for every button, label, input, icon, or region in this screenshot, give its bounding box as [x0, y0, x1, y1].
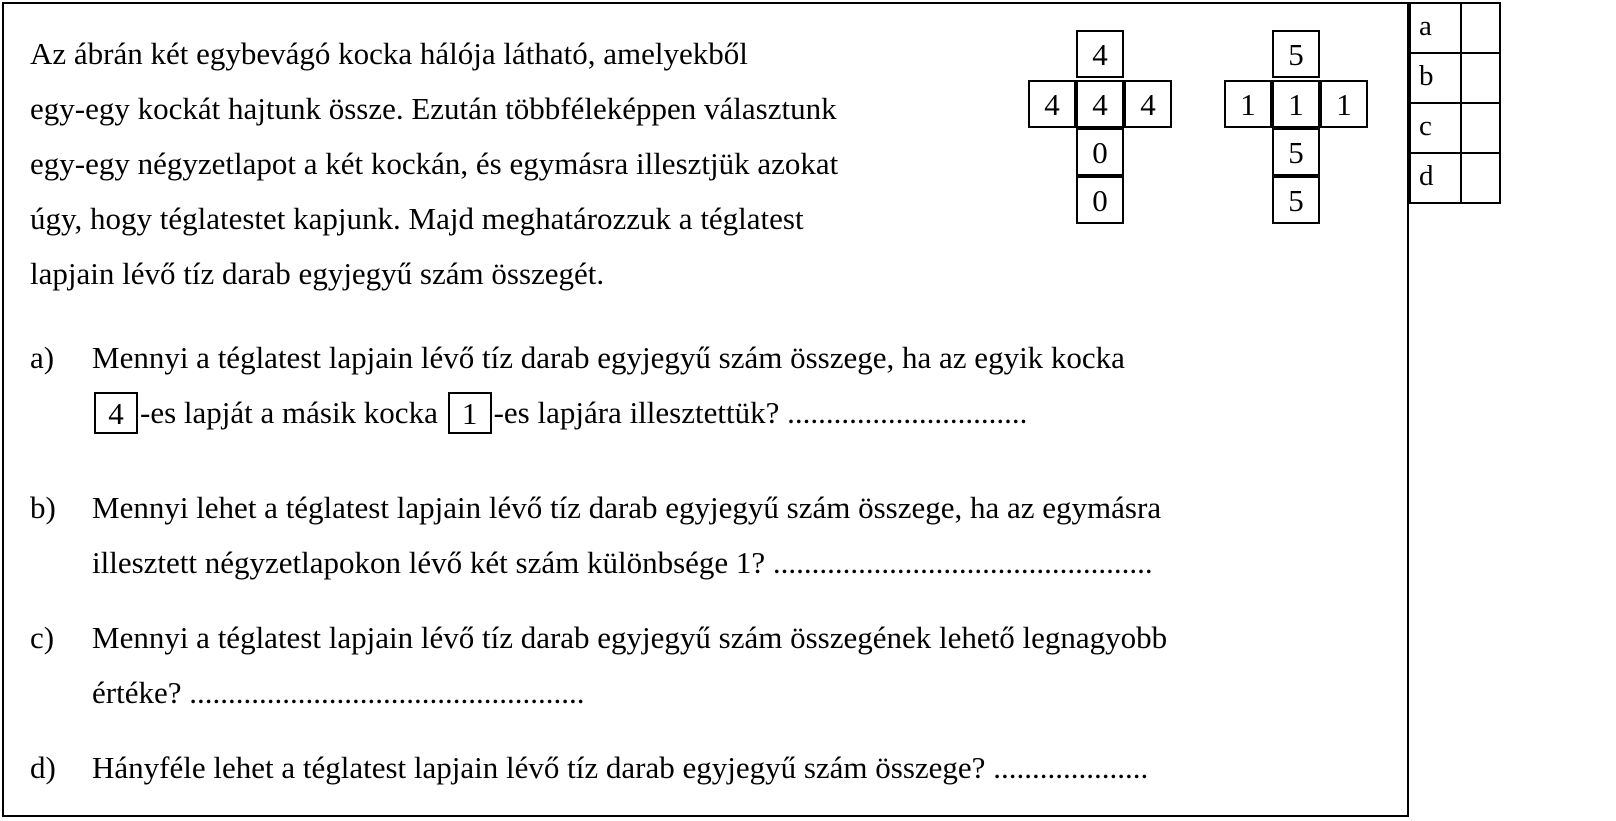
score-field[interactable] — [1461, 53, 1500, 103]
intro-line: lapjain lévő tíz darab egyjegyű szám összegét. — [30, 256, 605, 291]
net-a-face-below1: 0 — [1076, 128, 1124, 176]
question-text: Mennyi a téglatest lapjain lévő tíz darab egyjegyű szám összegének lehető legnagyobb — [92, 620, 1168, 655]
net-b-face-right: 1 — [1320, 80, 1368, 128]
net-a-face-center: 4 — [1076, 80, 1124, 128]
answer-blank[interactable]: -es lapjára illesztettük? ............................... — [493, 395, 1028, 430]
net-b-face-top: 5 — [1272, 30, 1320, 78]
score-field[interactable] — [1461, 103, 1500, 153]
net-a-face-top: 4 — [1076, 30, 1124, 78]
score-box — [1409, 2, 1501, 204]
question-d — [30, 740, 1390, 795]
score-field[interactable] — [1461, 3, 1500, 53]
question-text: Mennyi a téglatest lapjain lévő tíz darab egyjegyű szám összege, ha az egyik kocka — [92, 340, 1125, 375]
net-a-face-right: 4 — [1124, 80, 1172, 128]
net-a-face-below2: 0 — [1076, 176, 1124, 224]
intro-line: egy-egy négyzetlapot a két kockán, és egymásra illesztjük azokat — [30, 146, 839, 181]
cube-net-b — [1222, 30, 1372, 230]
intro-line: egy-egy kockát hajtunk össze. Ezután többféleképpen választunk — [30, 91, 837, 126]
score-row — [1410, 103, 1500, 153]
cube-net-a — [1026, 30, 1176, 230]
answer-blank[interactable]: illesztett négyzetlapokon lévő két szám különbsége 1? ................................................. — [92, 545, 1153, 580]
score-field[interactable] — [1461, 153, 1500, 203]
question-a — [30, 330, 1390, 440]
score-label: b — [1410, 53, 1461, 103]
answer-blank[interactable]: Hányféle lehet a téglatest lapjain lévő tíz darab egyjegyű szám összege? .................... — [92, 750, 1149, 785]
face-value-box: 4 — [94, 392, 138, 434]
question-label: a) — [30, 340, 55, 375]
net-b-face-center: 1 — [1272, 80, 1320, 128]
net-a-face-left: 4 — [1028, 80, 1076, 128]
question-text-line2 — [92, 385, 1390, 440]
question-text: Mennyi lehet a téglatest lapjain lévő tíz darab egyjegyű szám összege, ha az egymásra — [92, 490, 1162, 525]
score-label: c — [1410, 103, 1461, 153]
score-label: a — [1410, 3, 1461, 53]
question-c — [30, 610, 1390, 720]
net-b-face-left: 1 — [1224, 80, 1272, 128]
question-label: d) — [30, 750, 56, 785]
score-label: d — [1410, 153, 1461, 203]
answer-blank[interactable]: értéke? ................................................... — [92, 675, 585, 710]
question-text: -es lapját a másik kocka — [140, 395, 438, 430]
intro-line: úgy, hogy téglatestet kapjunk. Majd meghatározzuk a téglatest — [30, 201, 804, 236]
net-b-face-below2: 5 — [1272, 176, 1320, 224]
problem-statement — [30, 26, 1008, 301]
face-value-box: 1 — [448, 392, 492, 434]
question-b — [30, 480, 1390, 590]
score-row — [1410, 153, 1500, 203]
question-label: b) — [30, 490, 56, 525]
net-b-face-below1: 5 — [1272, 128, 1320, 176]
question-label: c) — [30, 620, 55, 655]
score-row — [1410, 3, 1500, 53]
intro-line: Az ábrán két egybevágó kocka hálója látható, amelyekből — [30, 36, 748, 71]
score-row — [1410, 53, 1500, 103]
